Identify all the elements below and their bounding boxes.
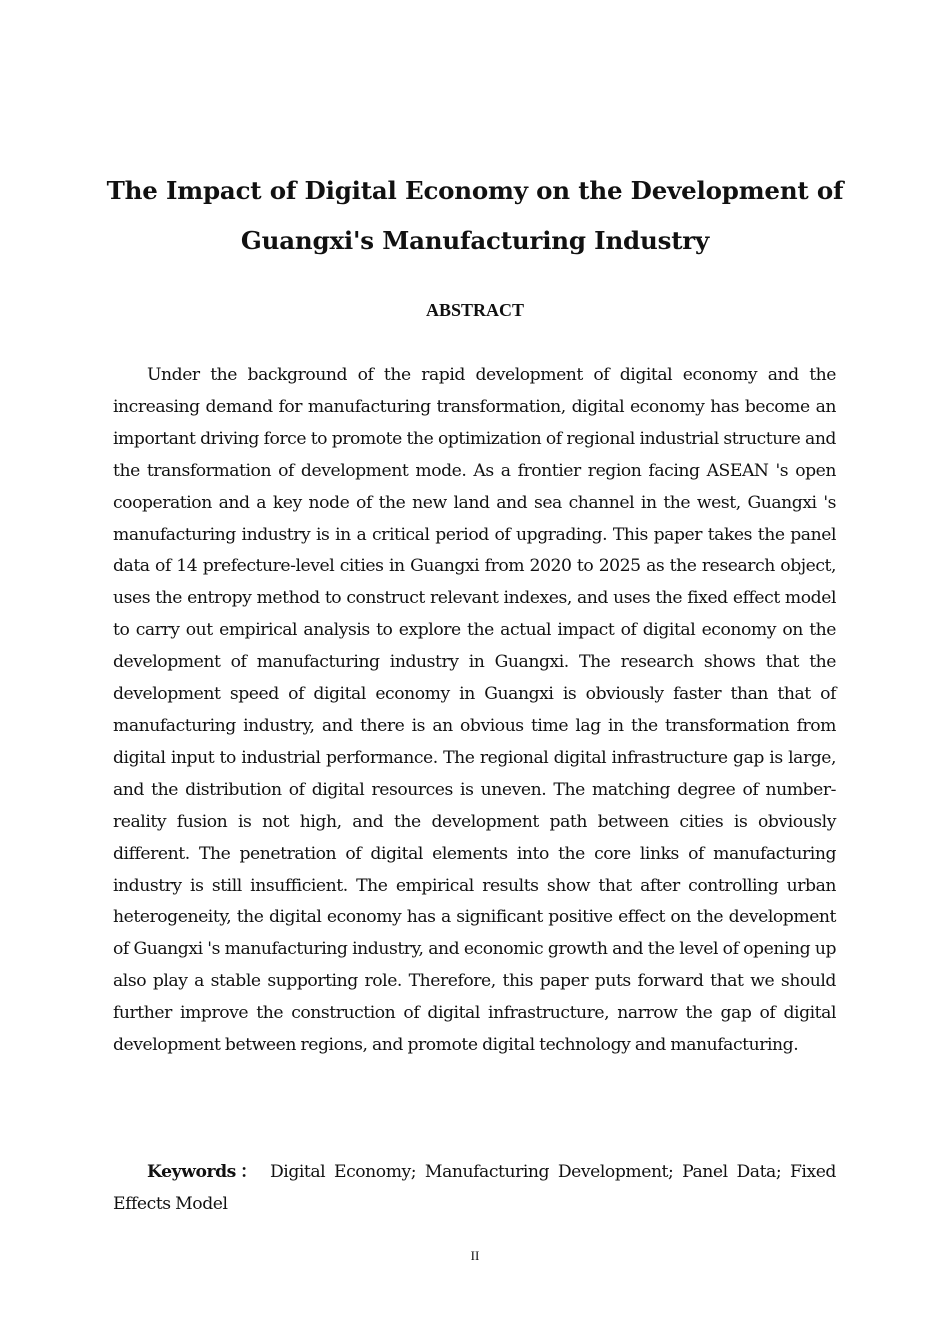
keywords-list: Digital Economy; Manufacturing Development; Panel Data; Fixed Effects Model bbox=[113, 1162, 836, 1214]
keywords-paragraph bbox=[113, 1157, 836, 1221]
abstract-paragraph: Under the background of the rapid development of digital economy and the increasing demand for manufacturing transformation, digital economy has become an important driving force to promote the optimization of regional industrial structure and the transformation of development mode. As a frontier region facing ASEAN 's open cooperation and a key node of the new land and sea channel in the west, Guangxi 's manufacturing industry is in a critical period of upgrading. This paper takes the panel data of 14 prefecture-level cities in Guangxi from 2020 to 2025 as the research object, uses the entropy method to construct relevant indexes, and uses the fixed effect model to carry out empirical analysis to explore the actual impact of digital economy on the development of manufacturing industry in Guangxi. The research shows that the development speed of digital economy in Guangxi is obviously faster than that of manufacturing industry, and there is an obvious time lag in the transformation from digital input to industrial performance. The regional digital infrastructure gap is large, and the distribution of digital resources is uneven. The matching degree of number-reality fusion is not high, and the development path between cities is obviously different. The penetration of digital elements into the core links of manufacturing industry is still insufficient. The empirical results show that after controlling urban heterogeneity, the digital economy has a significant positive effect on the development of Guangxi 's manufacturing industry, and economic growth and the level of opening up also play a stable supporting role. Therefore, this paper puts forward that we should further improve the construction of digital infrastructure, narrow the gap of digital development between regions, and promote digital technology and manufacturing. bbox=[113, 365, 836, 1056]
paper-title bbox=[95, 166, 855, 266]
keywords-label: Keywords： bbox=[147, 1162, 262, 1182]
title-line-2: Guangxi's Manufacturing Industry bbox=[240, 226, 710, 255]
page-number: II bbox=[470, 1248, 480, 1263]
abstract-heading: ABSTRACT bbox=[425, 300, 525, 320]
title-line-1: The Impact of Digital Economy on the Development of bbox=[106, 176, 844, 205]
